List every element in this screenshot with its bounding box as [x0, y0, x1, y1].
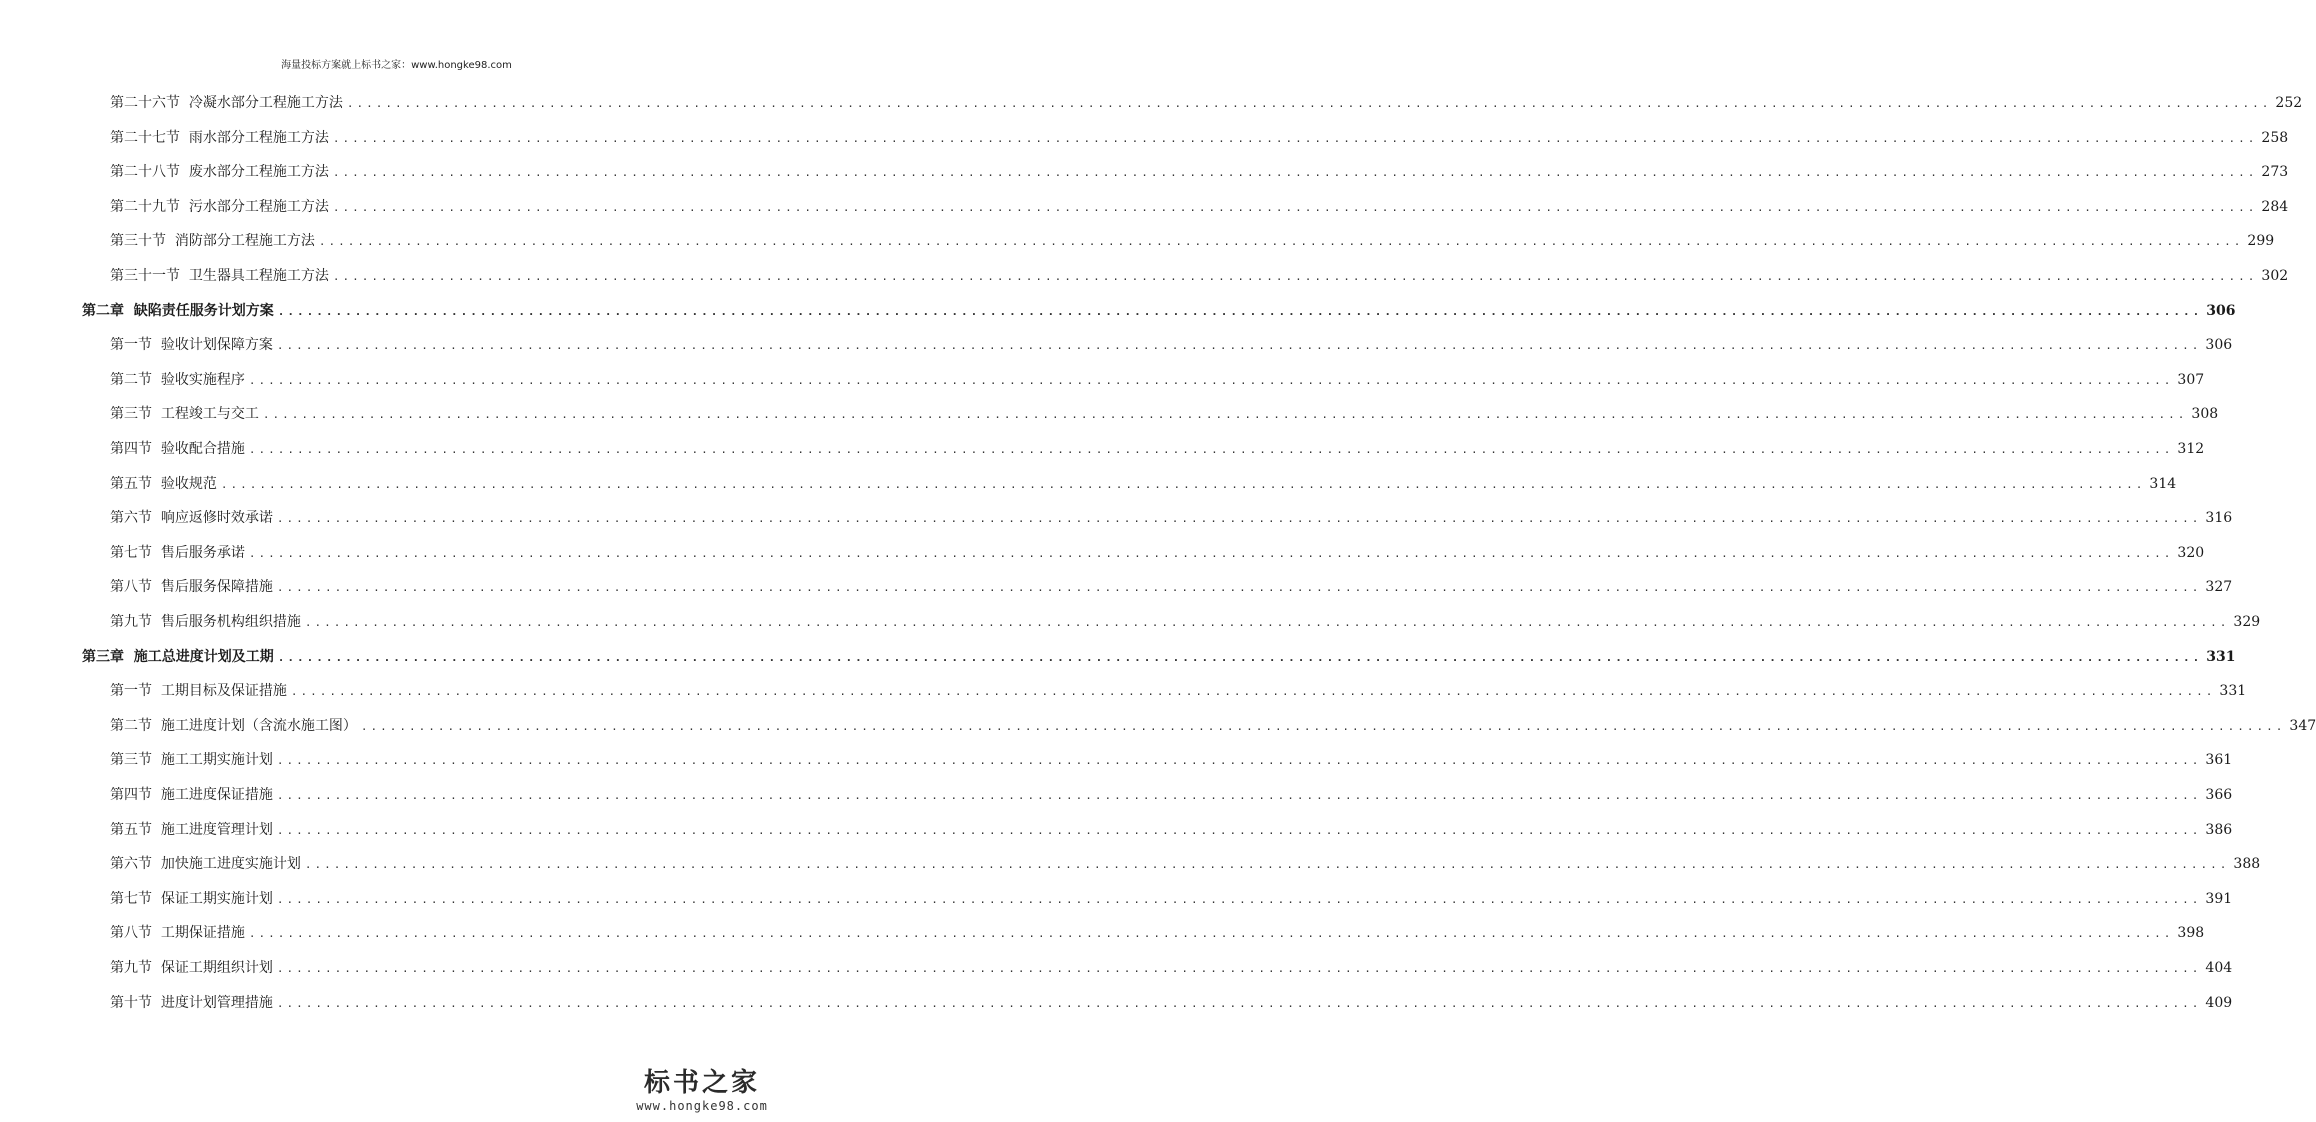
toc-entry-page: 327 [2205, 579, 2233, 596]
toc-entry-label: 第三章 施工总进度计划及工期 [82, 648, 274, 665]
toc-section-entry[interactable] [110, 438, 2205, 460]
toc-entry-label: 第四节 验收配合措施 [110, 441, 245, 457]
toc-section-entry[interactable] [110, 715, 2316, 737]
toc-dot-leader: ........................................................................................................................................................................................................ [276, 512, 2202, 526]
toc-section-entry[interactable] [110, 888, 2233, 910]
toc-dot-leader: ........................................................................................................................................................................................................ [276, 754, 2202, 768]
toc-dot-leader: ........................................................................................................................................................................................................ [276, 789, 2202, 802]
toc-dot-leader: ........................................................................................................................................................................................................ [262, 408, 2188, 422]
toc-entry-label: 第八节 工期保证措施 [110, 925, 245, 942]
toc-dot-leader: ........................................................................................................................................................................................................ [304, 616, 2230, 629]
toc-entry-page: 331 [2206, 648, 2236, 665]
toc-entry-page: 331 [2219, 683, 2247, 700]
toc-entry-page: 409 [2205, 994, 2233, 1011]
toc-entry-label: 第七节 保证工期实施计划 [110, 890, 273, 907]
toc-entry-label: 第一节 验收计划保障方案 [110, 337, 273, 354]
toc-section-entry[interactable] [110, 127, 2289, 149]
toc-section-entry[interactable] [110, 819, 2233, 841]
toc-section-entry[interactable] [110, 265, 2289, 287]
toc-dot-leader: ........................................................................................................................................................................................................ [248, 927, 2174, 941]
toc-entry-label: 第三节 工程竣工与交工 [110, 406, 259, 423]
toc-dot-leader: ........................................................................................................................................................................................................ [277, 304, 2203, 318]
toc-dot-leader: ........................................................................................................................................................................................................ [276, 996, 2202, 1010]
toc-section-entry[interactable] [110, 784, 2233, 806]
toc-entry-label: 第二十八节 废水部分工程施工方法 [110, 164, 329, 181]
toc-section-entry[interactable] [110, 576, 2233, 598]
toc-dot-leader: ........................................................................................................................................................................................................ [248, 373, 2174, 387]
toc-section-entry[interactable] [110, 749, 2233, 771]
toc-section-entry[interactable] [110, 369, 2205, 391]
toc-entry-label: 第九节 保证工期组织计划 [110, 960, 273, 976]
toc-section-entry[interactable] [110, 473, 2177, 495]
toc-entry-label: 第二章 缺陷责任服务计划方案 [82, 302, 274, 319]
toc-entry-label: 第二十六节 冷凝水部分工程施工方法 [110, 95, 343, 111]
toc-dot-leader: ........................................................................................................................................................................................................ [276, 892, 2202, 906]
toc-dot-leader: ........................................................................................................................................................................................................ [276, 823, 2202, 837]
toc-entry-label: 第一节 工期目标及保证措施 [110, 683, 287, 700]
toc-entry-label: 第二十九节 污水部分工程施工方法 [110, 198, 329, 215]
toc-section-entry[interactable] [110, 334, 2233, 356]
toc-dot-leader: ........................................................................................................................................................................................................ [276, 962, 2202, 975]
toc-entry-page: 361 [2205, 752, 2233, 769]
toc-chapter-entry[interactable] [82, 646, 2236, 668]
toc-section-entry[interactable] [110, 957, 2233, 979]
toc-section-entry[interactable] [110, 680, 2247, 702]
toc-section-entry[interactable] [110, 992, 2233, 1014]
toc-dot-leader: ........................................................................................................................................................................................................ [304, 858, 2230, 872]
toc-entry-label: 第二节 验收实施程序 [110, 371, 245, 388]
toc-entry-page: 391 [2205, 890, 2233, 907]
toc-entry-page: 404 [2205, 960, 2233, 976]
toc-entry-label: 第七节 售后服务承诺 [110, 544, 245, 561]
toc-entry-label: 第六节 加快施工进度实施计划 [110, 856, 301, 873]
toc-dot-leader: ........................................................................................................................................................................................................ [276, 339, 2202, 353]
toc-entry-page: 398 [2177, 925, 2205, 942]
toc-section-entry[interactable] [110, 853, 2261, 875]
toc-entry-page: 388 [2233, 856, 2261, 873]
toc-entry-label: 第三十节 消防部分工程施工方法 [110, 233, 315, 250]
toc-dot-leader: ........................................................................................................................................................................................................ [360, 719, 2286, 733]
toc-entry-label: 第四节 施工进度保证措施 [110, 787, 273, 803]
toc-dot-leader: ........................................................................................................................................................................................................ [290, 685, 2216, 699]
toc-dot-leader: ........................................................................................................................................................................................................ [332, 200, 2258, 214]
toc-dot-leader: ........................................................................................................................................................................................................ [332, 131, 2258, 145]
footer-logo [627, 1068, 777, 1114]
toc-section-entry[interactable] [110, 507, 2233, 529]
footer-brand: 标书之家 [643, 1068, 760, 1098]
toc-entry-label: 第二节 施工进度计划（含流水施工图） [110, 717, 357, 734]
toc-section-entry[interactable] [110, 161, 2289, 183]
toc-section-entry[interactable] [110, 922, 2205, 944]
toc-dot-leader: ........................................................................................................................................................................................................ [220, 477, 2146, 491]
toc-entry-page: 347 [2289, 717, 2316, 734]
toc-dot-leader: ........................................................................................................................................................................................................ [318, 235, 2244, 249]
toc-dot-leader: ........................................................................................................................................................................................................ [332, 166, 2258, 180]
toc-entry-page: 329 [2233, 614, 2261, 630]
toc-entry-label: 第三节 施工工期实施计划 [110, 752, 273, 769]
toc-entry-label: 第十节 进度计划管理措施 [110, 994, 273, 1011]
toc-dot-leader: ........................................................................................................................................................................................................ [248, 546, 2174, 560]
toc-entry-label: 第五节 施工进度管理计划 [110, 821, 273, 838]
toc-entry-page: 386 [2205, 821, 2233, 838]
toc-entry-page: 320 [2177, 544, 2205, 561]
page-header: 海量投标方案就上标书之家：www.hongke98.com [281, 60, 512, 71]
toc-entry-page: 316 [2205, 510, 2233, 527]
toc-entry-label: 第五节 验收规范 [110, 475, 217, 492]
toc-entry-page: 366 [2205, 787, 2233, 803]
footer-url: www.hongke98.com [636, 1099, 768, 1113]
toc-entry-page: 306 [2206, 302, 2236, 319]
toc-entry-page: 299 [2247, 233, 2275, 250]
toc-entry-page: 312 [2177, 441, 2205, 457]
toc-entry-page: 308 [2191, 406, 2219, 423]
toc-section-entry[interactable] [110, 92, 2303, 114]
toc-dot-leader: ........................................................................................................................................................................................................ [346, 97, 2272, 110]
toc-entry-label: 第二十七节 雨水部分工程施工方法 [110, 129, 329, 146]
toc-entry-label: 第六节 响应返修时效承诺 [110, 510, 273, 527]
toc-dot-leader: ........................................................................................................................................................................................................ [332, 270, 2258, 283]
toc-entry-label: 第九节 售后服务机构组织措施 [110, 614, 301, 630]
toc-dot-leader: ........................................................................................................................................................................................................ [277, 650, 2203, 664]
toc-entry-page: 314 [2149, 475, 2177, 492]
toc-section-entry[interactable] [110, 611, 2261, 633]
toc-entry-page: 284 [2261, 198, 2289, 215]
toc-entry-label: 第八节 售后服务保障措施 [110, 579, 273, 596]
toc-entry-page: 307 [2177, 371, 2205, 388]
toc-section-entry[interactable] [110, 542, 2205, 564]
toc-section-entry[interactable] [110, 196, 2289, 218]
toc-entry-label: 第三十一节 卫生器具工程施工方法 [110, 268, 329, 284]
toc-section-entry[interactable] [110, 403, 2219, 425]
toc-entry-page: 302 [2261, 268, 2289, 284]
toc-entry-page: 258 [2261, 129, 2289, 146]
toc-dot-leader: ........................................................................................................................................................................................................ [276, 581, 2202, 595]
toc-dot-leader: ........................................................................................................................................................................................................ [248, 443, 2174, 456]
toc-chapter-entry[interactable] [82, 300, 2236, 322]
toc-entry-page: 273 [2261, 164, 2289, 181]
toc-section-entry[interactable] [110, 230, 2275, 252]
toc-entry-page: 306 [2205, 337, 2233, 354]
toc-entry-page: 252 [2275, 95, 2303, 111]
